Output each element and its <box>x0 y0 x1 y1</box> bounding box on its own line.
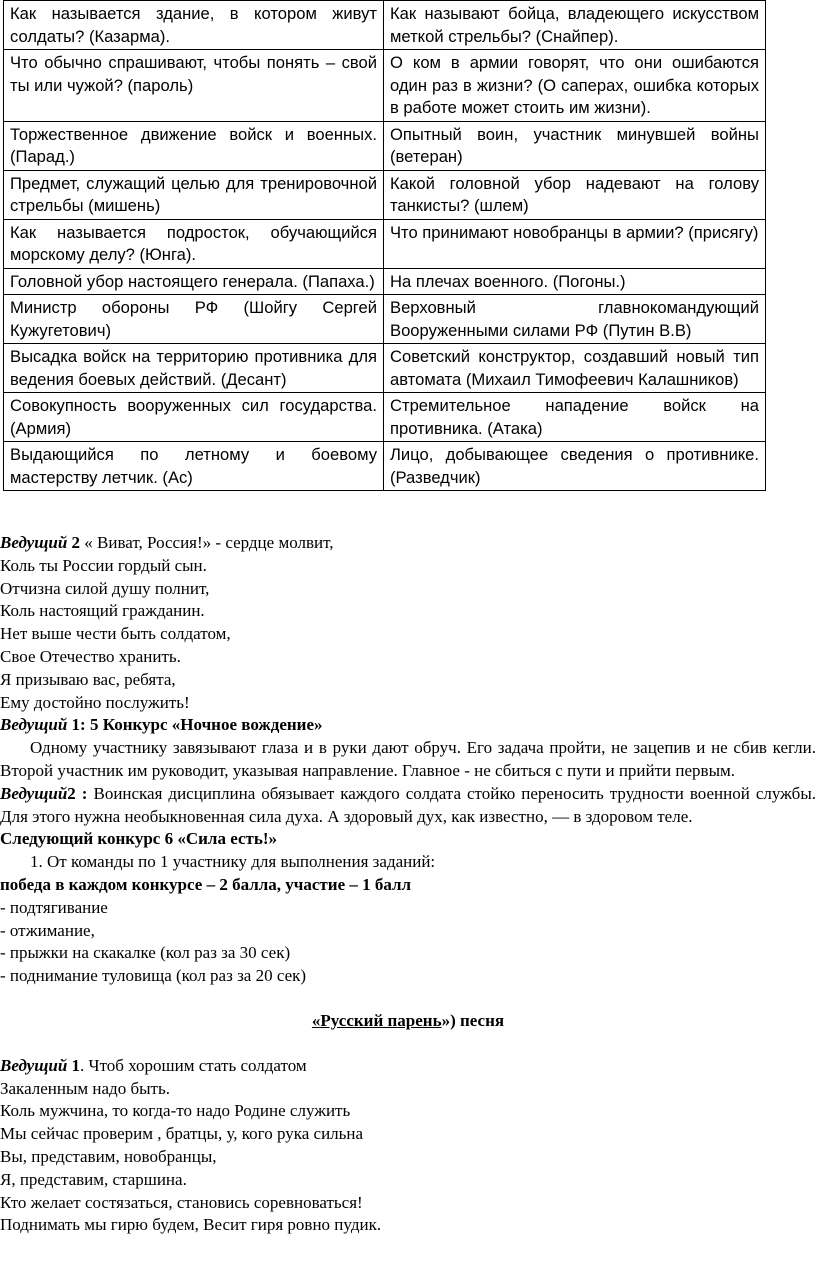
table-row <box>4 344 766 393</box>
question-cell-right: Что принимают новобранцы в армии? (присягу) <box>384 219 766 268</box>
table-row <box>4 121 766 170</box>
table-row <box>4 442 766 491</box>
table-row <box>4 295 766 344</box>
question-cell-left: Как называется подросток, обучающийся морскому делу? (Юнга). <box>4 219 384 268</box>
question-cell-right: Как называют бойца, владеющего искусством меткой стрельбы? (Снайпер). <box>384 1 766 50</box>
speaker-label: Ведущий <box>0 533 68 552</box>
question-cell-right: На плечах военного. (Погоны.) <box>384 268 766 295</box>
verse-line: Я, представим, старшина. <box>0 1169 187 1189</box>
verse-line: Мы сейчас проверим , братцы, у, кого рука сильна <box>0 1124 364 1144</box>
question-cell-right: Опытный воин, участник минувшей войны (ветеран) <box>384 121 766 170</box>
speaker-label: Ведущий <box>0 1055 68 1075</box>
table-row <box>4 50 766 122</box>
verse-line: Коль мужчина, то когда-то надо Родине служить <box>0 1101 351 1121</box>
contest6-item: 1. От команды по 1 участнику для выполнения заданий: <box>30 852 436 872</box>
question-cell-right: О ком в армии говорят, что они ошибаются один раз в жизни? (О саперах, ошибка которых в работе может стоить им жизни). <box>384 50 766 122</box>
question-cell-left: Министр обороны РФ (Шойгу Сергей Кужугетович) <box>4 295 384 344</box>
contest6-title: Следующий конкурс 6 «Сила есть!» <box>0 829 277 849</box>
song-label: ») песня <box>441 1010 505 1030</box>
discipline-paragraph <box>0 783 816 829</box>
contest5-heading <box>0 714 816 737</box>
speaker-number: 2 : <box>67 783 88 803</box>
question-cell-left: Предмет, служащий целью для тренировочной стрельбы (мишень) <box>4 170 384 219</box>
speaker-number: 2 <box>67 533 81 552</box>
table-row <box>4 170 766 219</box>
document-body <box>0 532 816 1237</box>
verse-line: Отчизна силой душу полнит, <box>0 578 210 598</box>
task-item: - прыжки на скакалке (кол раз за 30 сек) <box>0 943 291 963</box>
speaker-number: 1 <box>67 1055 81 1075</box>
question-cell-left: Как называется здание, в котором живут солдаты? (Казарма). <box>4 1 384 50</box>
spacer <box>0 1033 816 1055</box>
verse-line: Коль ты России гордый сын. <box>0 555 207 575</box>
table-row <box>4 268 766 295</box>
question-cell-left: Головной убор настоящего генерала. (Папаха.) <box>4 268 384 295</box>
task-item: - подтягивание <box>0 897 108 917</box>
question-cell-left: Совокупность вооруженных сил государства. (Армия) <box>4 393 384 442</box>
verse-line: Я призываю вас, ребята, <box>0 669 176 689</box>
song-name: «Русский парень <box>311 1010 442 1030</box>
speaker-label: Ведущий <box>0 715 68 735</box>
verse-line: Свое Отечество хранить. <box>0 646 181 666</box>
verse-line: . Чтоб хорошим стать солдатом <box>80 1055 307 1075</box>
quiz-table-body <box>4 1 766 491</box>
verse1-first-line <box>0 532 816 555</box>
table-row <box>4 219 766 268</box>
verse-line: Вы, представим, новобранцы, <box>0 1146 217 1166</box>
question-cell-left: Высадка войск на территорию противника для ведения боевых действий. (Десант) <box>4 344 384 393</box>
verse-line: Ему достойно послужить! <box>0 692 190 712</box>
contest6-tasks <box>0 897 816 988</box>
verse2-lines <box>0 1078 816 1238</box>
verse-line: Закаленным надо быть. <box>0 1078 170 1098</box>
verse1-lines <box>0 555 816 715</box>
question-cell-right: Советский конструктор, создавший новый тип автомата (Михаил Тимофеевич Калашников) <box>384 344 766 393</box>
verse-line: Коль настоящий гражданин. <box>0 601 205 621</box>
quiz-table <box>3 0 766 491</box>
verse-line: Нет выше чести быть солдатом, <box>0 624 231 644</box>
question-cell-right: Какой головной убор надевают на голову танкисты? (шлем) <box>384 170 766 219</box>
task-item: - поднимание туловища (кол раз за 20 сек) <box>0 966 307 986</box>
verse2-first-line <box>0 1055 816 1078</box>
spacer <box>0 988 816 1010</box>
verse-line: « Виват, Россия!» - сердце молвит, <box>80 533 334 552</box>
contest5-text: Одному участнику завязывают глаза и в руки дают обруч. Его задача пройти, не зацепив и не сбив кегли. Второй участник им руководит, указывая направление. Главное - не сбиться с пути и прийти первым. <box>0 738 816 780</box>
task-item: - отжимание, <box>0 920 95 940</box>
discipline-text: Воинская дисциплина обязывает каждого солдата стойко переносить трудности военной службы. Для этого нужна необыкновенная сила духа. А здоровый дух, как известно, — в здоровом теле. <box>0 783 816 826</box>
contest5-title: 1: 5 Конкурс «Ночное вождение» <box>67 715 323 735</box>
question-cell-right: Стремительное нападение войск на противника. (Атака) <box>384 393 766 442</box>
verse-line: Кто желает состязаться, становись соревноваться! <box>0 1192 363 1212</box>
song-title <box>0 1010 816 1033</box>
table-row <box>4 1 766 50</box>
table-row <box>4 393 766 442</box>
question-cell-left: Что обычно спрашивают, чтобы понять – свой ты или чужой? (пароль) <box>4 50 384 122</box>
speaker-label: Ведущий <box>0 783 68 803</box>
question-cell-left: Выдающийся по летному и боевому мастерству летчик. (Ас) <box>4 442 384 491</box>
contest6-scoring: победа в каждом конкурсе – 2 балла, участие – 1 балл <box>0 874 412 894</box>
question-cell-left: Торжественное движение войск и военных. (Парад.) <box>4 121 384 170</box>
question-cell-right: Лицо, добывающее сведения о противнике. (Разведчик) <box>384 442 766 491</box>
verse-line: Поднимать мы гирю будем, Весит гиря ровно пудик. <box>0 1215 382 1235</box>
question-cell-right: Верховный главнокомандующий Вооруженными силами РФ (Путин В.В) <box>384 295 766 344</box>
